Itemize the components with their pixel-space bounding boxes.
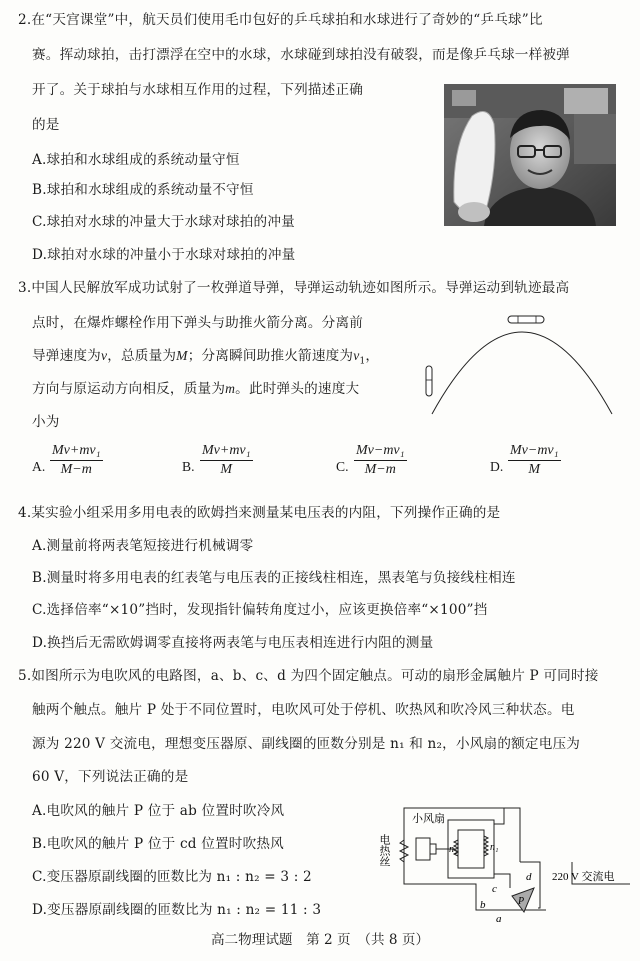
q4-option-b: B.测量时将多用电表的红表笔与电压表的正接线柱相连，黑表笔与负接线柱相连	[32, 570, 516, 586]
q2-option-b: B.球拍和水球组成的系统动量不守恒	[32, 182, 254, 198]
heater-label: 电热丝	[378, 834, 390, 867]
q3-option-d-label: D.	[490, 459, 504, 474]
fraction-denominator: M	[220, 462, 233, 477]
q3-line-2: 点时，在爆炸螺栓作用下弹头与助推火箭分离。分离前	[32, 315, 364, 331]
q5-line-3: 源为 220 V 交流电，理想变压器原、副线圈的匝数分别是 n₁ 和 n₂，小风扇的额定电压为	[32, 736, 581, 752]
q5-line-2: 触两个触点。触片 P 处于不同位置时，电吹风可处于停机、吹热风和吹冷风三种状态。电	[32, 702, 575, 718]
q3-option-c-fraction	[354, 442, 407, 479]
q2-line-1: 2.在“天宫课堂”中，航天员们使用毛巾包好的乒乓球拍和水球进行了奇妙的“乒乓球”比	[18, 12, 543, 28]
q2-line-2: 赛。挥动球拍，击打漂浮在空中的水球，水球碰到球拍没有破裂，而是像乒乓球一样被弹	[32, 47, 570, 63]
q2-line-4: 的是	[32, 117, 60, 133]
q4-option-a: A.测量前将两表笔短接进行机械调零	[32, 538, 254, 554]
q5-option-d: D.变压器原副线圈的匝数比为 n₁ : n₂ = 11 : 3	[32, 902, 322, 918]
q2-option-d: D.球拍对水球的冲量小于水球对球拍的冲量	[32, 247, 296, 263]
q2-option-c: C.球拍对水球的冲量大于水球对球拍的冲量	[32, 214, 295, 230]
q3-option-c-label: C.	[336, 459, 349, 474]
fraction-numerator: Mv+mv₁	[50, 442, 103, 461]
q3-line-5: 小为	[32, 414, 60, 430]
q3-text: 方向与原运动方向相反，质量为	[32, 381, 226, 397]
q3-text: 。此时弹头的速度大	[235, 381, 360, 397]
q3-comma: ，	[365, 348, 380, 364]
q3-text: ，总质量为	[107, 348, 177, 364]
q3-line-1: 3.中国人民解放军成功试射了一枚弹道导弹，导弹运动轨迹如图所示。导弹运动到轨迹最高	[18, 280, 570, 296]
q3-option-b-fraction	[200, 442, 253, 479]
q3-text: ；分离瞬间助推火箭速度为	[187, 348, 354, 364]
hair-dryer-circuit-diagram	[372, 800, 630, 924]
q2-option-a: A.球拍和水球组成的系统动量守恒	[32, 152, 240, 168]
q5-option-b: B.电吹风的触片 P 位于 cd 位置时吹热风	[32, 836, 284, 852]
q5-line-1: 5.如图所示为电吹风的电路图，a、b、c、d 为四个固定触点。可动的扇形金属触片 P 可同时接	[18, 668, 599, 684]
q2-line-3: 开了。关于球拍与水球相互作用的过程，下列描述正确	[32, 82, 364, 98]
q4-line-1: 4.某实验小组采用多用电表的欧姆挡来测量某电压表的内阻，下列操作正确的是	[18, 505, 501, 521]
fraction-denominator: M−m	[364, 462, 396, 477]
fraction-numerator: Mv+mv₁	[200, 442, 253, 461]
q3-option-a-label: A.	[32, 459, 46, 474]
var-v: v	[100, 348, 108, 363]
q5-line-4: 60 V，下列说法正确的是	[32, 769, 189, 785]
q3-option-a-fraction	[50, 442, 103, 479]
contact-c: c	[492, 883, 497, 895]
slider-p: P	[518, 896, 525, 907]
var-M: M	[176, 348, 188, 363]
fraction-numerator: Mv−mv₁	[508, 442, 561, 461]
contact-d: d	[526, 871, 532, 883]
q4-option-d: D.换挡后无需欧姆调零直接将两表笔与电压表相连进行内阻的测量	[32, 635, 434, 651]
missile-launch-icon	[426, 366, 432, 396]
q3-option-b-label: B.	[182, 459, 195, 474]
q5-option-a: A.电吹风的触片 P 位于 ab 位置时吹冷风	[32, 803, 285, 819]
n2-label: n₂	[449, 844, 458, 855]
var-v1: v	[353, 348, 360, 363]
fraction-denominator: M−m	[60, 462, 92, 477]
fan-label: 小风扇	[412, 813, 445, 825]
n1-label: n₁	[490, 842, 499, 853]
q3-line-4	[32, 379, 359, 399]
source-label: 220 V 交流电	[552, 871, 615, 883]
var-v1-sub: 1	[359, 356, 366, 367]
missile-at-top-icon	[508, 316, 544, 323]
q5-option-c: C.变压器原副线圈的匝数比为 n₁ : n₂ = 3 : 2	[32, 869, 312, 885]
fraction-numerator: Mv−mv₁	[354, 442, 407, 461]
contact-a: a	[496, 913, 502, 924]
q3-option-d-fraction	[508, 442, 561, 479]
astronaut-photo	[444, 84, 616, 226]
q3-text: 导弹速度为	[32, 348, 101, 364]
fraction-denominator: M	[528, 462, 541, 477]
q3-line-3	[32, 346, 379, 372]
page-footer: 高二物理试题 第 2 页 （共 8 页）	[210, 932, 430, 948]
contact-b: b	[480, 899, 486, 911]
var-m: m	[225, 381, 236, 396]
trajectory-curve	[432, 332, 612, 414]
missile-trajectory-figure	[418, 308, 618, 420]
q4-option-c: C.选择倍率“×10”挡时，发现指针偏转角度过小，应该更换倍率“×100”挡	[32, 602, 488, 618]
